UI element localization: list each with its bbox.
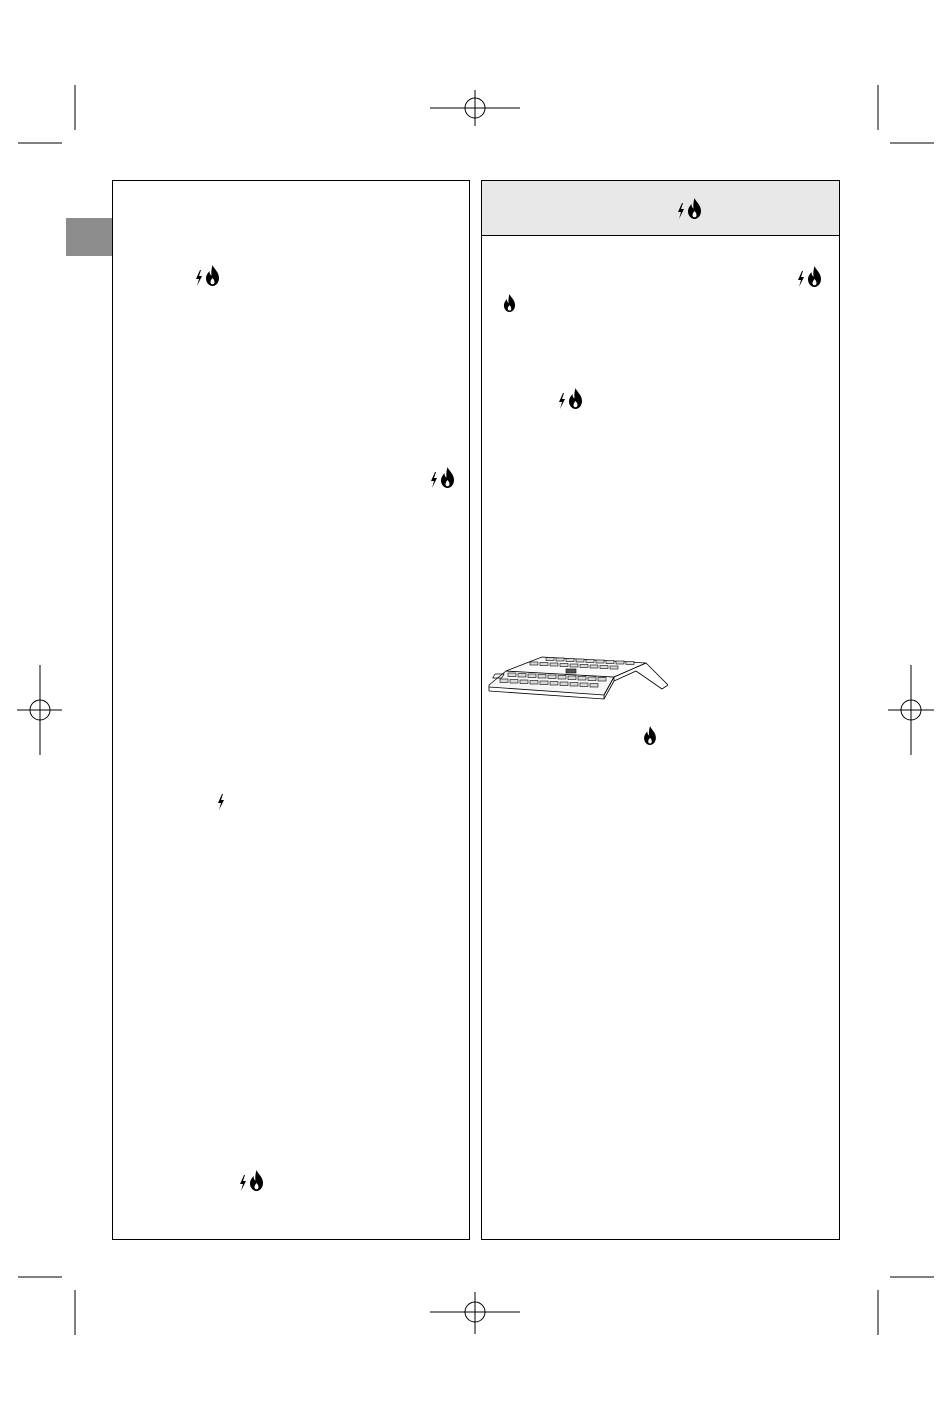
gas-flame-icon — [249, 1170, 264, 1191]
left-column — [112, 180, 470, 1240]
gas-flame-icon — [205, 265, 220, 286]
lightning-bolt-icon — [217, 794, 225, 810]
gas-flame-icon — [643, 726, 657, 745]
ceramic-briquette-tray-illustration — [486, 655, 668, 727]
gas-flame-icon — [687, 198, 702, 219]
gas-flame-icon — [503, 294, 516, 312]
registration-crosshair-icon — [430, 90, 520, 126]
right-column — [481, 180, 840, 1240]
registration-crosshair-icon — [430, 1292, 520, 1334]
section-tab-marker — [66, 218, 113, 256]
gas-flame-icon — [568, 388, 583, 409]
section-header — [482, 181, 839, 236]
lightning-bolt-icon — [797, 271, 805, 287]
gas-flame-icon — [807, 266, 822, 287]
lightning-bolt-icon — [430, 472, 438, 488]
lightning-bolt-icon — [677, 203, 685, 219]
registration-crosshair-icon — [17, 665, 62, 755]
lightning-bolt-icon — [195, 270, 203, 286]
lightning-bolt-icon — [558, 393, 566, 409]
gas-flame-icon — [440, 467, 455, 488]
registration-crosshair-icon — [888, 665, 934, 755]
lightning-bolt-icon — [239, 1175, 247, 1191]
